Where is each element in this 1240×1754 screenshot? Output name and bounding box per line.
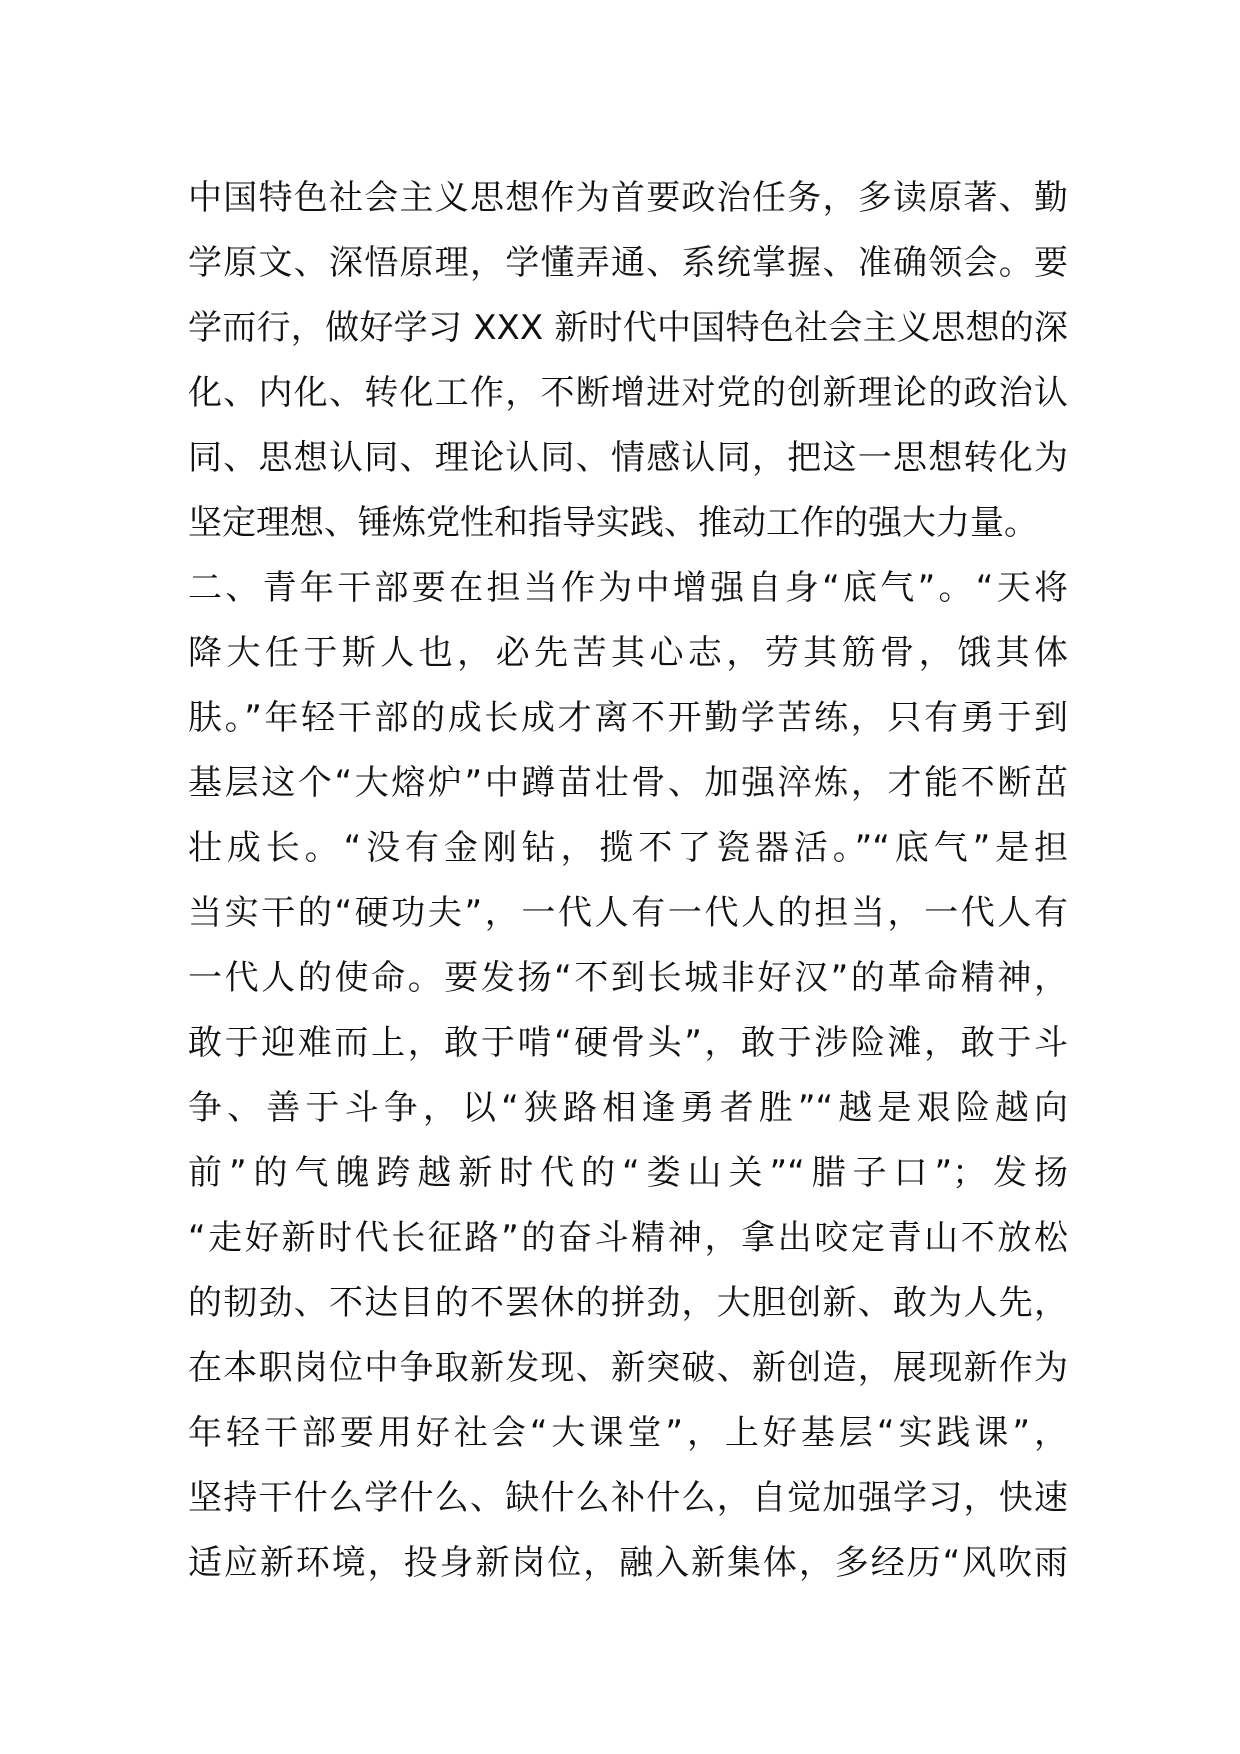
text-line: 学而行，做好学习 XXX 新时代中国特色社会主义思想的深 bbox=[188, 308, 1068, 348]
text-line: 壮成长。“没有金刚钻，揽不了瓷器活。”“底气”是担 bbox=[188, 828, 1068, 868]
text-line: 中国特色社会主义思想作为首要政治任务，多读原著、勤 bbox=[188, 178, 1068, 218]
text-line: 降大任于斯人也，必先苦其心志，劳其筋骨，饿其体 bbox=[188, 633, 1068, 673]
text-line: 一代人的使命。要发扬“不到长城非好汉”的革命精神， bbox=[188, 958, 1068, 998]
text-line: 争、善于斗争，以“狭路相逢勇者胜”“越是艰险越向 bbox=[188, 1088, 1068, 1128]
text-line: 年轻干部要用好社会“大课堂”，上好基层“实践课”， bbox=[188, 1413, 1068, 1453]
text-line: 坚定理想、锤炼党性和指导实践、推动工作的强大力量。 bbox=[188, 503, 1038, 543]
text-line: 基层这个“大熔炉”中蹲苗壮骨、加强淬炼，才能不断茁 bbox=[188, 763, 1068, 803]
text-line: 化、内化、转化工作，不断增进对党的创新理论的政治认 bbox=[188, 373, 1068, 413]
text-line: 学原文、深悟原理，学懂弄通、系统掌握、准确领会。要 bbox=[188, 243, 1068, 283]
text-line: 在本职岗位中争取新发现、新突破、新创造，展现新作为 bbox=[188, 1348, 1068, 1388]
text-line: 敢于迎难而上，敢于啃“硬骨头”，敢于涉险滩，敢于斗 bbox=[188, 1023, 1068, 1063]
body-text bbox=[188, 166, 1068, 1596]
text-line: 坚持干什么学什么、缺什么补什么，自觉加强学习，快速 bbox=[188, 1478, 1068, 1518]
text-line: “走好新时代长征路”的奋斗精神，拿出咬定青山不放松 bbox=[188, 1218, 1068, 1258]
text-line: 适应新环境，投身新岗位，融入新集体，多经历“风吹雨 bbox=[188, 1543, 1068, 1583]
text-line: 肤。”年轻干部的成长成才离不开勤学苦练，只有勇于到 bbox=[188, 698, 1068, 738]
text-line: 的韧劲、不达目的不罢休的拼劲，大胆创新、敢为人先， bbox=[188, 1283, 1068, 1323]
text-line: 当实干的“硬功夫”，一代人有一代人的担当，一代人有 bbox=[188, 893, 1068, 933]
text-line: 同、思想认同、理论认同、情感认同，把这一思想转化为 bbox=[188, 438, 1068, 478]
section-heading-line: 二、青年干部要在担当作为中增强自身“底气”。“天将 bbox=[188, 568, 1068, 608]
text-line: 前”的气魄跨越新时代的“娄山关”“腊子口”；发扬 bbox=[188, 1153, 1068, 1193]
